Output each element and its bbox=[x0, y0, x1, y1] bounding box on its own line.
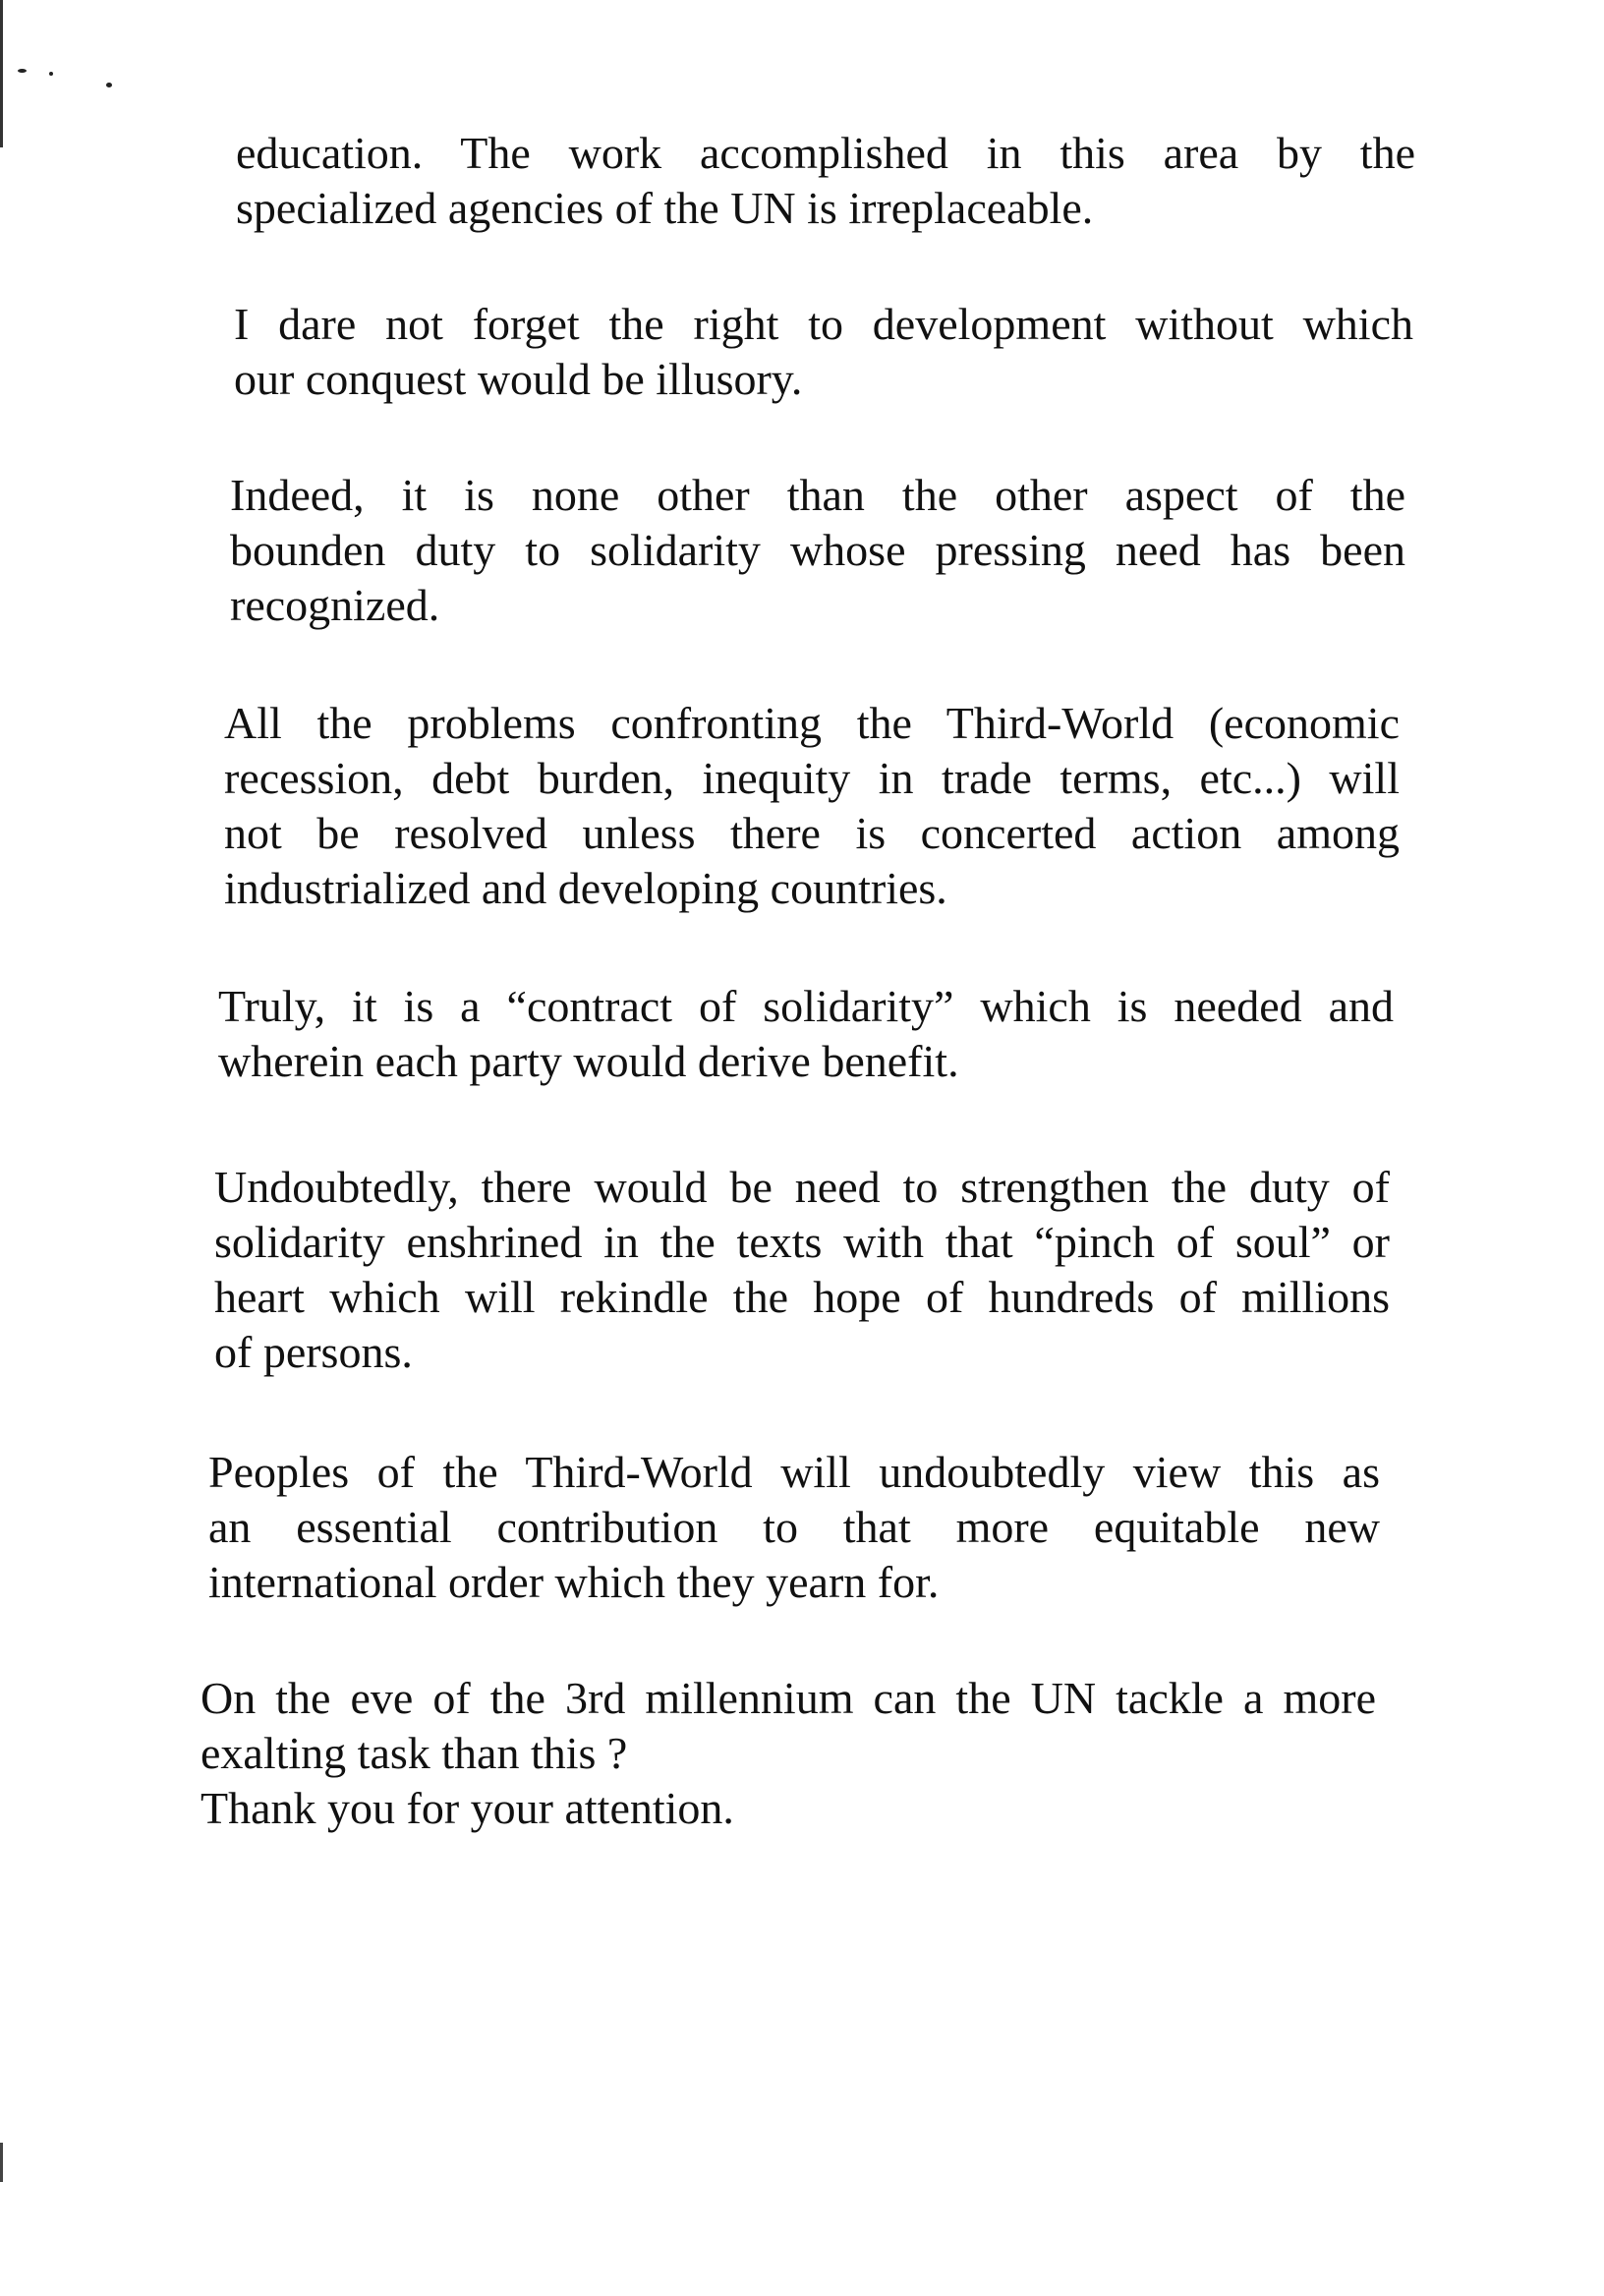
text-line: our conquest would be illusory. bbox=[234, 354, 803, 404]
paragraph bbox=[230, 468, 1405, 633]
text-line: specialized agencies of the UN is irreplaceable. bbox=[236, 183, 1094, 233]
text-line: bounden duty to solidarity whose pressing need has been bbox=[230, 525, 1405, 575]
text-line: Indeed, it is none other than the other aspect of the bbox=[230, 470, 1405, 520]
text-line: wherein each party would derive benefit. bbox=[218, 1036, 959, 1086]
text-line: of persons. bbox=[214, 1327, 413, 1377]
text-line: an essential contribution to that more equitable new bbox=[208, 1502, 1380, 1552]
paragraph bbox=[224, 696, 1400, 916]
paragraph bbox=[208, 1445, 1380, 1610]
text-line: Peoples of the Third-World will undoubtedly view this as bbox=[208, 1447, 1380, 1497]
paragraph bbox=[214, 1160, 1390, 1380]
text-line: Truly, it is a “contract of solidarity” which is needed and bbox=[218, 981, 1394, 1031]
text-line: recession, debt burden, inequity in trade terms, etc...) will bbox=[224, 753, 1400, 803]
paragraph bbox=[234, 297, 1413, 407]
text-line: industrialized and developing countries. bbox=[224, 863, 947, 913]
paragraph bbox=[200, 1671, 1376, 1836]
text-line: On the eve of the 3rd millennium can the UN tackle a more bbox=[200, 1673, 1376, 1723]
paragraph bbox=[236, 126, 1415, 236]
text-line: solidarity enshrined in the texts with that “pinch of soul” or bbox=[214, 1217, 1390, 1267]
text-line: not be resolved unless there is concerted action among bbox=[224, 808, 1400, 858]
text-line: Thank you for your attention. bbox=[200, 1783, 734, 1833]
paragraph bbox=[218, 979, 1394, 1089]
text-line: international order which they yearn for. bbox=[208, 1557, 940, 1607]
text-line: heart which will rekindle the hope of hundreds of millions bbox=[214, 1272, 1390, 1322]
text-line: recognized. bbox=[230, 580, 440, 630]
text-line: Undoubtedly, there would be need to strengthen the duty of bbox=[214, 1162, 1390, 1212]
text-line: exalting task than this ? bbox=[200, 1728, 628, 1778]
text-line: All the problems confronting the Third-World (economic bbox=[224, 698, 1400, 748]
text-line: I dare not forget the right to development without which bbox=[234, 299, 1413, 349]
text-line: education. The work accomplished in this area by the bbox=[236, 128, 1415, 178]
